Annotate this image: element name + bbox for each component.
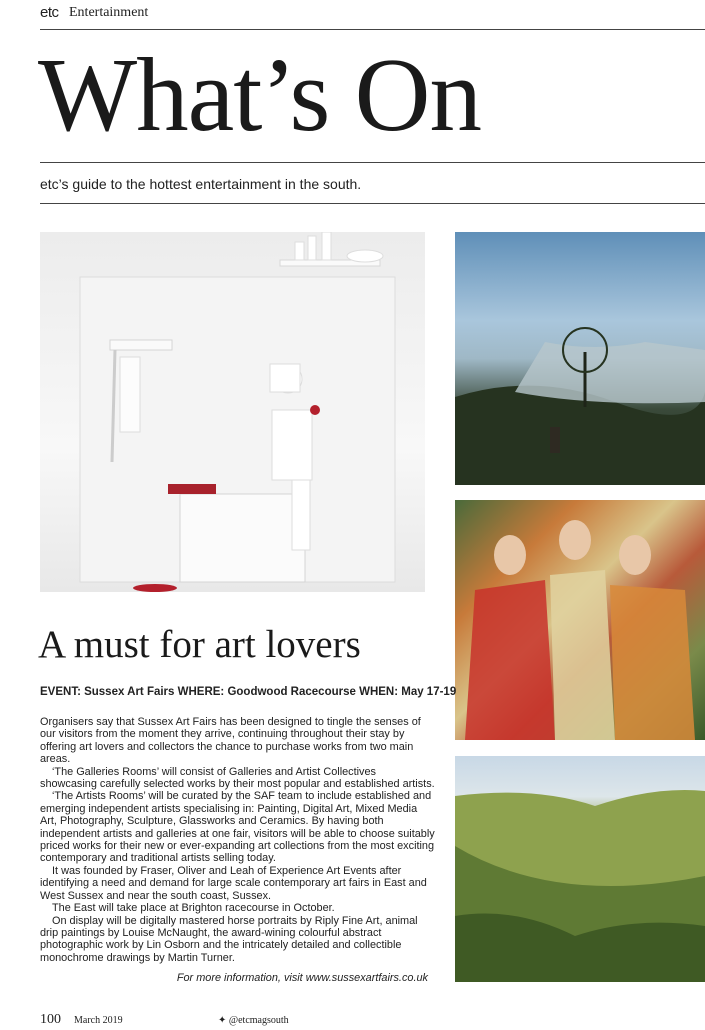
paragraph: Organisers say that Sussex Art Fairs has been designed to tingle the senses of our visitors from the moment they arrive, continuing throughout their stay by offering art lovers and collectors the chance to purchase works from two main areas. xyxy=(40,716,421,766)
event-details: EVENT: Sussex Art Fairs WHERE: Goodwood Racecourse WHEN: May 17-19 xyxy=(40,686,457,698)
more-info-line: For more information, visit www.sussexartfairs.co.uk xyxy=(176,972,428,984)
page-title: What’s On xyxy=(38,36,481,153)
brand-logo: etc xyxy=(40,4,59,21)
hills-landscape-photo xyxy=(455,756,705,982)
paragraph: The East will take place at Brighton racecourse in October. xyxy=(52,902,335,915)
tagline: etc’s guide to the hottest entertainment in the south. xyxy=(40,176,362,192)
page-number: 100 xyxy=(40,1012,61,1027)
landscape-painting-photo xyxy=(455,232,705,485)
article-body xyxy=(40,716,435,964)
issue-date: March 2019 xyxy=(74,1015,123,1026)
header-rule xyxy=(40,29,705,30)
title-rule-bottom xyxy=(40,203,705,204)
twitter-icon: ✦ xyxy=(218,1015,227,1026)
section-label: Entertainment xyxy=(69,5,149,20)
title-rule-top xyxy=(40,162,705,163)
figurative-painting-photo xyxy=(455,500,705,740)
social-handle: @etcmagsouth xyxy=(228,1015,289,1026)
paragraph: ‘The Artists Rooms’ will be curated by the SAF team to include established and emerging independent artists specialising in: Painting, Digital Art, Mixed Media Art, Photography, Sculpture, Glassworks and Ceramics. By having both independent artists and galleries at one fair, visitors will be able to choose suitably priced works for their new or ever-expanding art collections from the most exciting contemporary and traditional artists selling today. xyxy=(40,790,435,865)
sculpture-photo xyxy=(40,232,425,592)
paragraph: On display will be digitally mastered horse portraits by Riply Fine Art, animal drip paintings by Louise McNaught, the award-wining colourful abstract photographic work by Lin Osborn and the intricately detailed and collectible monochrome drawings by Martin Turner. xyxy=(40,914,418,964)
social-handle-row xyxy=(218,1015,289,1026)
paragraph: ‘The Galleries Rooms’ will consist of Galleries and Artist Collectives showcasing carefully selected works by their most popular and established artists. xyxy=(40,765,435,791)
article-headline: A must for art lovers xyxy=(38,623,361,666)
paragraph: It was founded by Fraser, Oliver and Leah of Experience Art Events after identifying a need and demand for large scale contemporary art fairs in East and West Sussex and near the south coast, Sussex. xyxy=(40,864,427,902)
